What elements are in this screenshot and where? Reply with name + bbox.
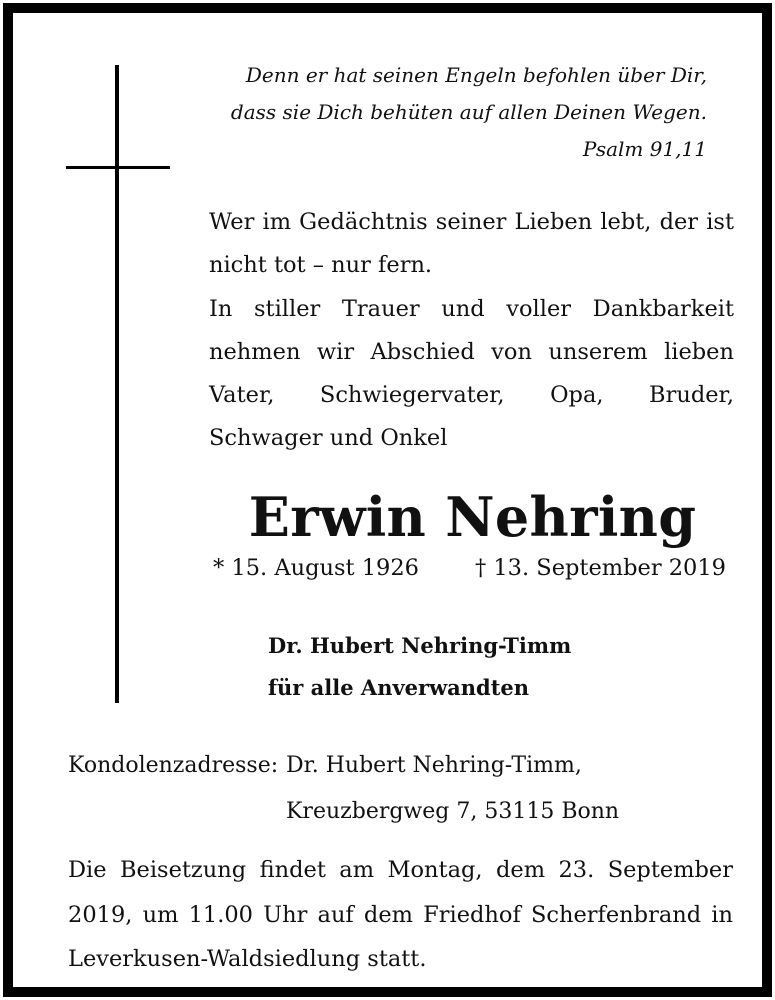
death-date: † 13. September 2019 xyxy=(474,555,726,581)
condolence-address-line-1: Dr. Hubert Nehring-Timm, xyxy=(286,753,582,778)
signatory-relatives: für alle Anverwandten xyxy=(268,675,530,700)
verse-line-2: dass sie Dich behüten auf allen Deinen Wegen. xyxy=(230,100,707,124)
condolence-address-block xyxy=(286,743,619,835)
signatories xyxy=(268,625,571,709)
signatory-name: Dr. Hubert Nehring-Timm xyxy=(268,633,572,658)
burial-notice: Die Beisetzung findet am Montag, dem 23. September 2019, um 11.00 Uhr auf dem Friedhof Scherfenbrand in Leverkusen-Waldsiedlung statt. xyxy=(68,857,733,972)
deceased-name: Erwin Nehring xyxy=(248,485,697,549)
cross-icon-bar xyxy=(66,166,170,169)
cross-icon xyxy=(115,65,119,703)
bible-verse xyxy=(231,57,707,168)
condolence-label: Kondolenzadresse: xyxy=(68,753,279,778)
memorial-text xyxy=(209,201,734,461)
memorial-paragraph-1: Wer im Gedächtnis seiner Lieben lebt, der ist nicht tot – nur fern. xyxy=(209,209,734,279)
birth-date: * 15. August 1926 xyxy=(213,555,419,581)
obituary-frame xyxy=(3,3,772,997)
verse-line-1: Denn er hat seinen Engeln befohlen über Dir, xyxy=(245,63,707,87)
verse-reference: Psalm 91,11 xyxy=(582,137,707,161)
memorial-paragraph-2: In stiller Trauer und voller Dankbarkeit nehmen wir Abschied von unserem lieben Vater, Schwiegervater, Opa, Bruder, Schwager und Onkel xyxy=(209,295,734,452)
condolence-address-line-2: Kreuzbergweg 7, 53115 Bonn xyxy=(286,799,620,824)
